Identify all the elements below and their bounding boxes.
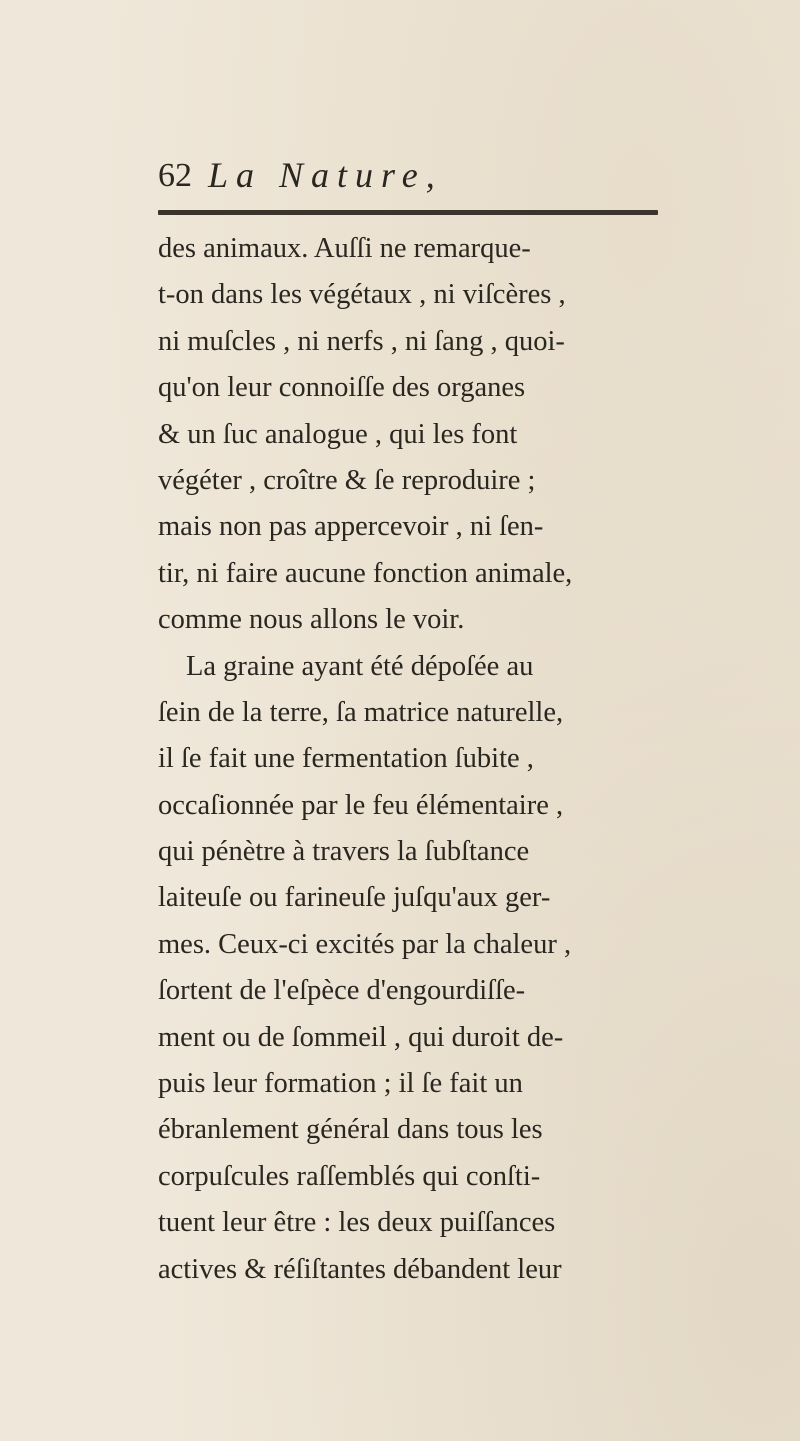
text-line: corpuſcules raſſemblés qui conſti- — [158, 1160, 541, 1192]
running-head — [158, 152, 658, 212]
text-line: mais non pas appercevoir , ni ſen- — [158, 511, 544, 543]
text-line: ſortent de l'eſpèce d'engourdiſſe- — [158, 975, 526, 1007]
text-line: ni muſcles , ni nerfs , ni ſang , quoi- — [158, 325, 565, 357]
text-line: comme nous allons le voir. — [158, 604, 465, 636]
text-line: il ſe fait une fermentation ſubite , — [158, 743, 534, 775]
running-title: La Nature, — [208, 155, 443, 195]
text-line: tir, ni faire aucune fonction animale, — [158, 557, 573, 589]
text-line: puis leur formation ; il ſe fait un — [158, 1068, 523, 1100]
text-line: des animaux. Auſſi ne remarque- — [158, 233, 531, 264]
paragraph-start-line: La graine ayant été dépoſée au — [186, 650, 534, 682]
text-line: t-on dans les végétaux , ni viſcères , — [158, 279, 566, 311]
text-line: occaſionnée par le feu élémentaire , — [158, 789, 564, 821]
header-rule — [158, 210, 658, 215]
text-line: végéter , croître & ſe reproduire ; — [158, 464, 536, 496]
text-line: laiteuſe ou farineuſe juſqu'aux ger- — [158, 882, 551, 914]
page-number: 62 — [158, 157, 192, 194]
text-line: qui pénètre à travers la ſubſtance — [158, 836, 530, 868]
text-line: ébranlement général dans tous les — [158, 1114, 543, 1146]
text-line: qu'on leur connoiſſe des organes — [158, 372, 526, 404]
text-line: & un ſuc analogue , qui les font — [158, 418, 518, 450]
text-line: tuent leur être : les deux puiſſances — [158, 1207, 556, 1239]
body-text — [158, 226, 668, 1293]
text-line: mes. Ceux-ci excités par la chaleur , — [158, 928, 572, 960]
text-line: ſein de la terre, ſa matrice naturelle, — [158, 696, 564, 728]
text-line: actives & réſiſtantes débandent leur — [158, 1253, 562, 1285]
text-line: ment ou de ſommeil , qui duroit de- — [158, 1021, 564, 1053]
